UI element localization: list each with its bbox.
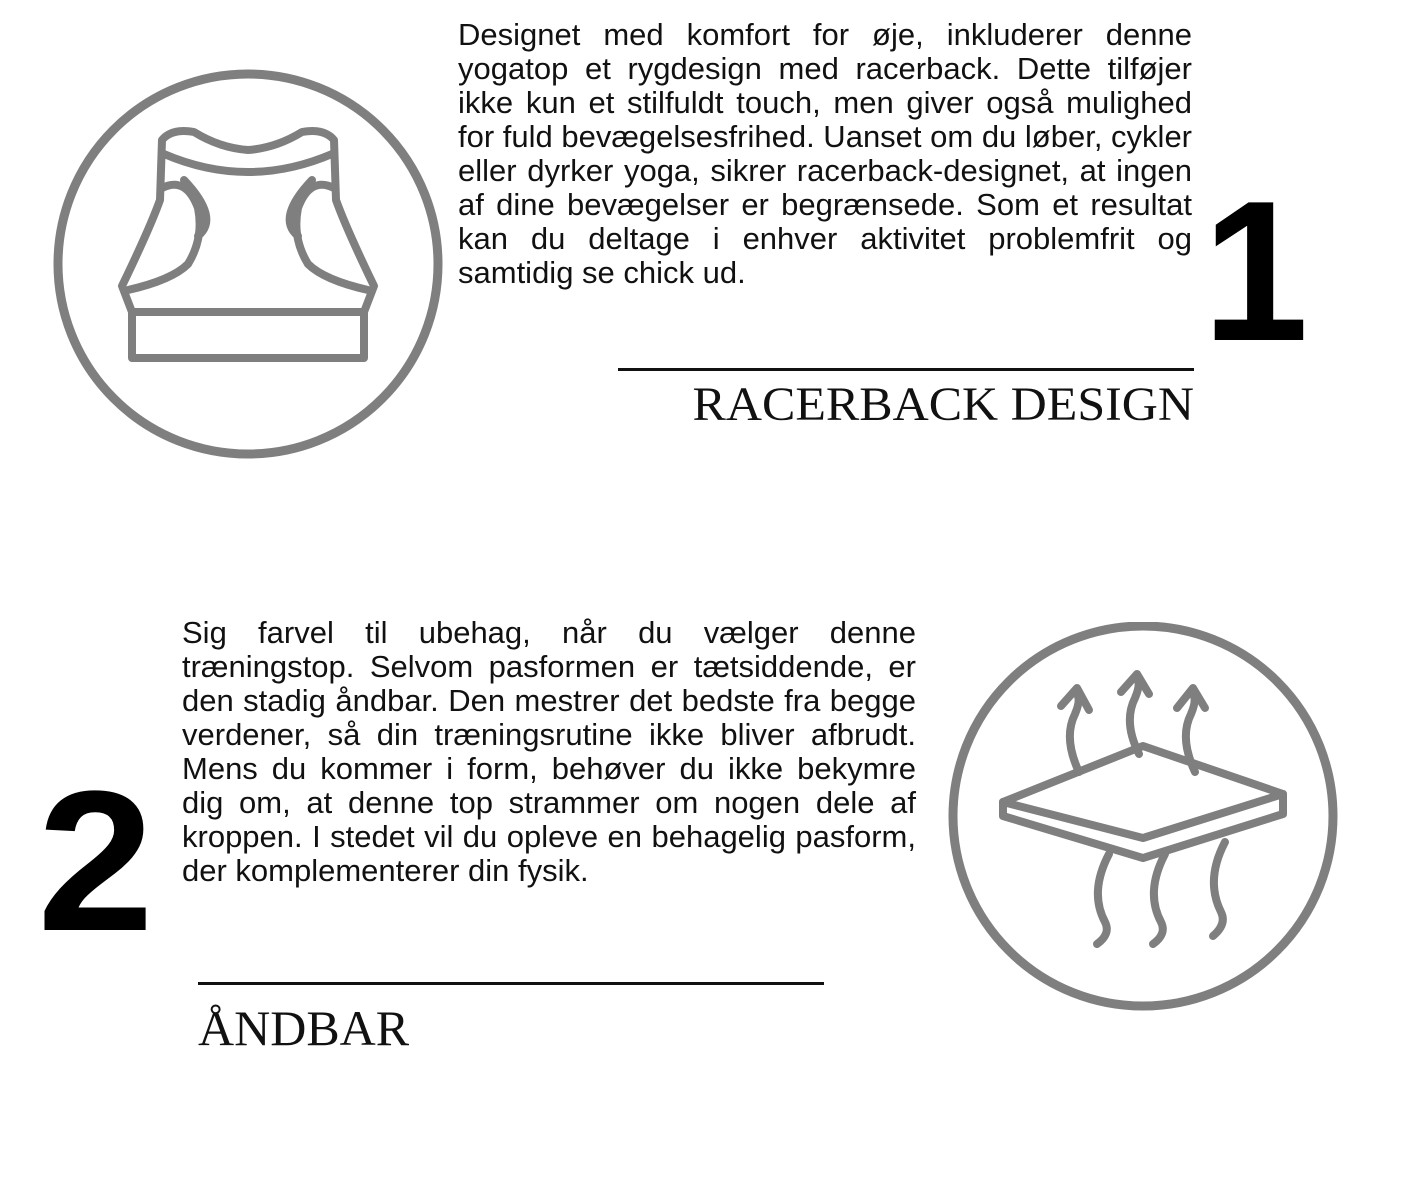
section-title: RACERBACK DESIGN (692, 377, 1194, 431)
section-title: ÅNDBAR (198, 1000, 410, 1056)
section-body-text: Sig farvel til ubehag, når du vælger denne træningstop. Selvom pasformen er tætsiddende, er den stadig åndbar. Den mestrer det bedste fra begge verdener, så din træningsrutine ikke bliver afbrudt. Mens du kommer i form, behøver du ikke bekymre dig om, at denne top strammer om nogen dele af kroppen. I stedet vil du opleve en behagelig pasform, der komplementerer din fysik. (182, 615, 916, 888)
section-number: 1 (1202, 160, 1309, 383)
racerback-top-icon (52, 68, 444, 460)
divider-line (198, 982, 824, 985)
section-body-text: Designet med komfort for øje, inkluderer denne yogatop et rygdesign med racerback. Dette tilføjer ikke kun et stilfuldt touch, men giver også mulighed for fuld bevægelsesfrihed. Uanset om du løber, cykler eller dyrker yoga, sikrer racerback-designet, at ingen af dine bevægelser er begrænsede. Som et resultat kan du deltage i enhver aktivitet problemfrit og samtidig se chick ud. (458, 17, 1193, 290)
section-number: 2 (37, 750, 155, 973)
divider-line (618, 368, 1194, 371)
breathable-fabric-icon (947, 622, 1339, 1014)
